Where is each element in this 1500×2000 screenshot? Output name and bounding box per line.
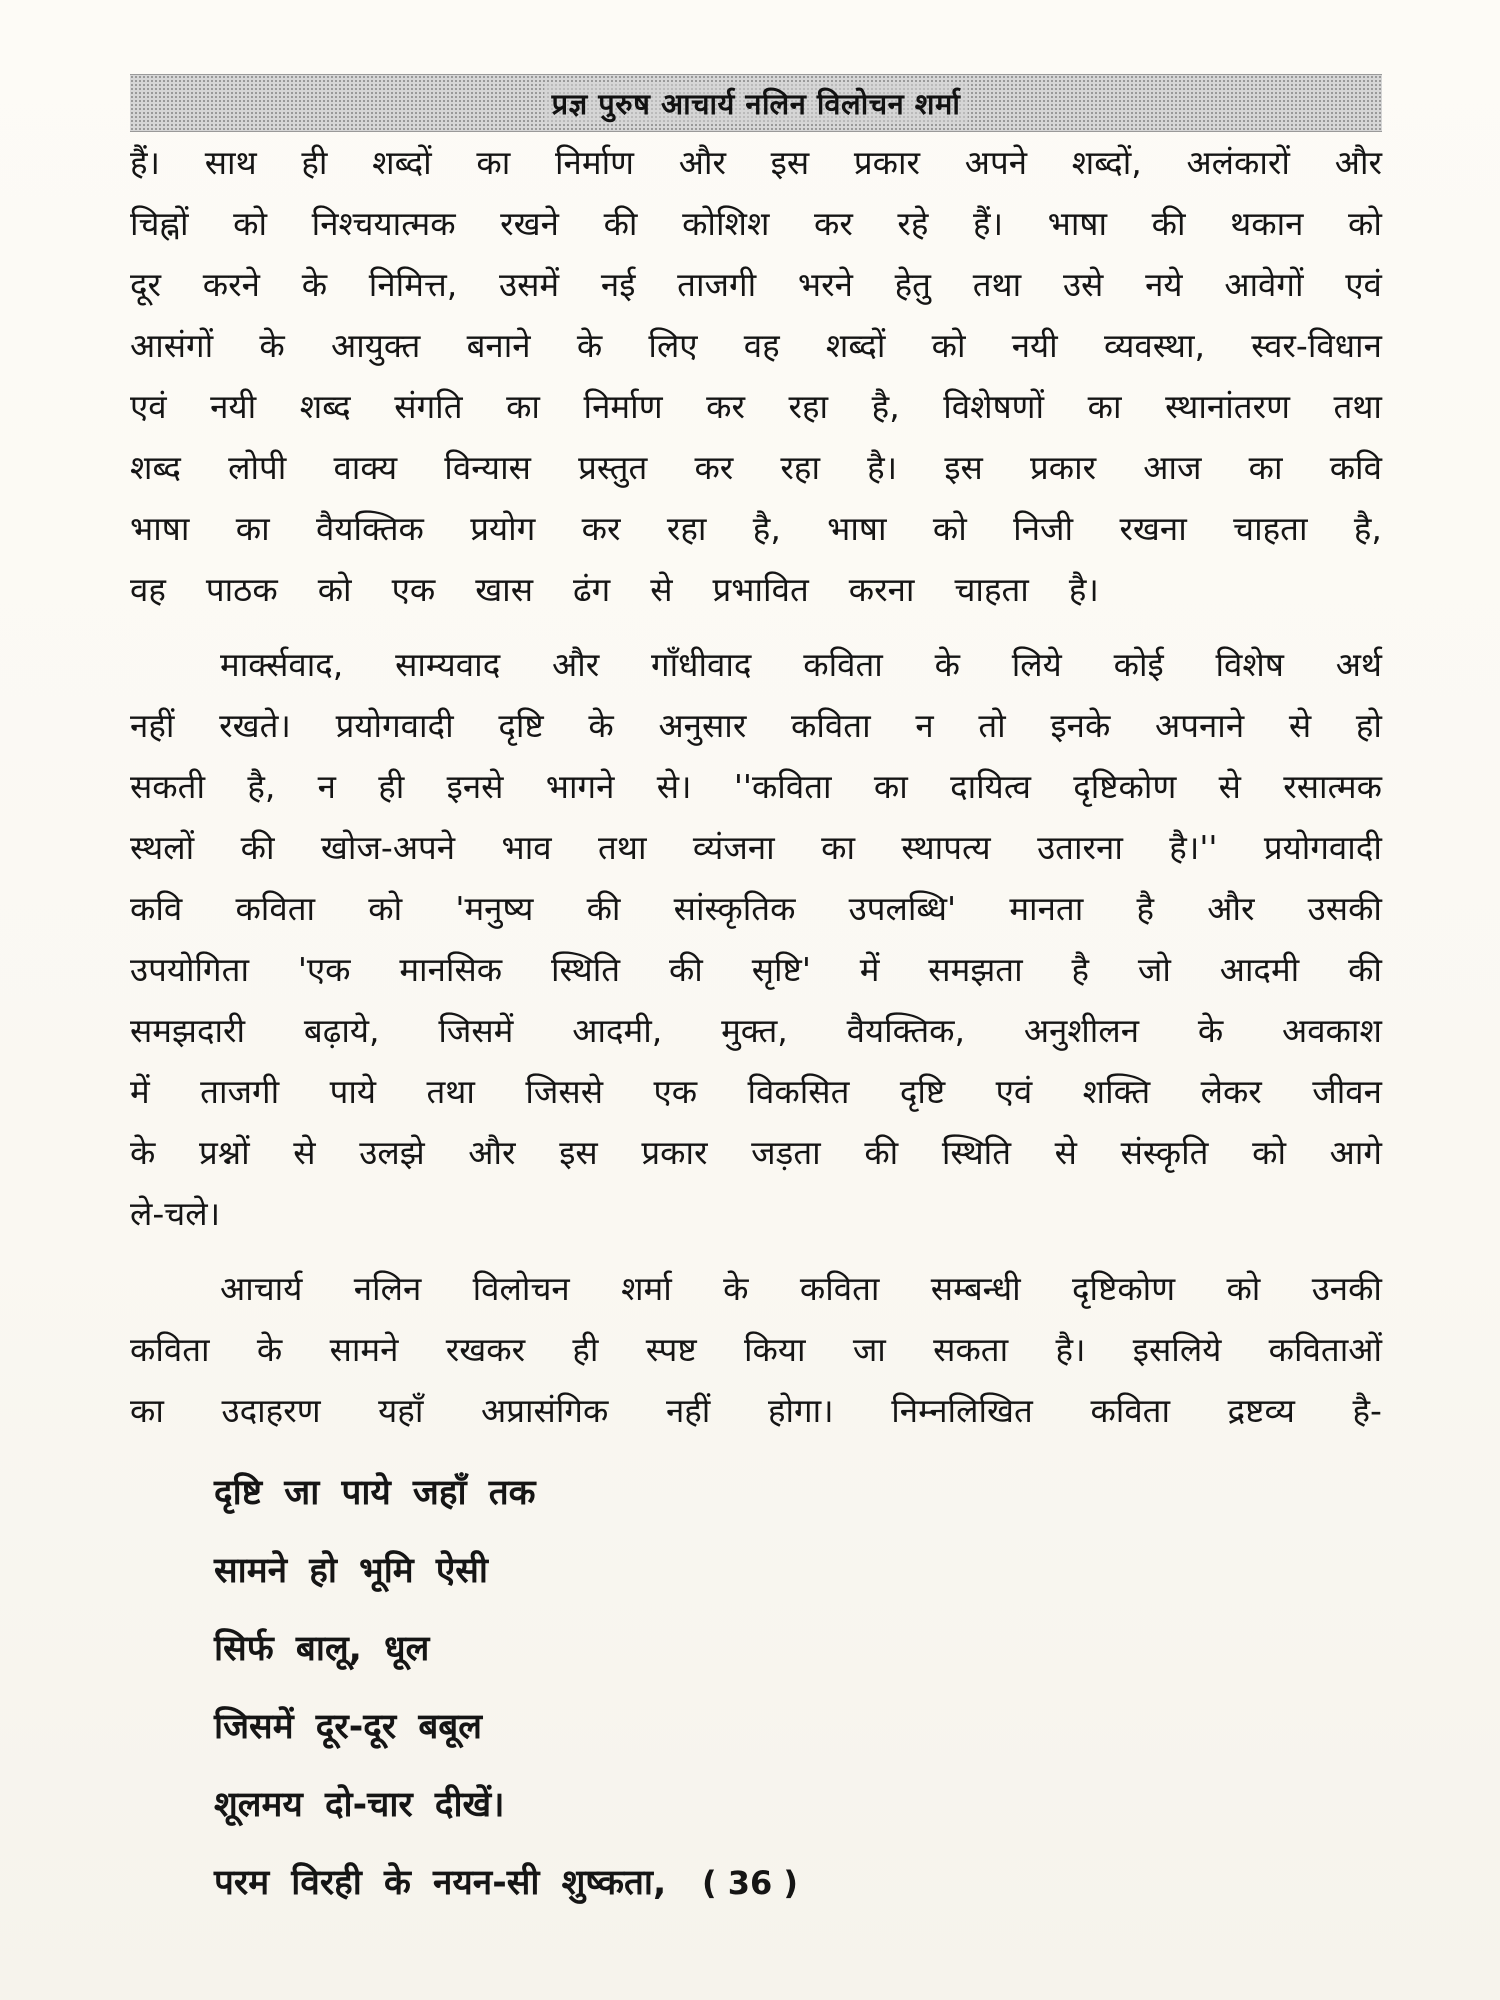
word: प्रभावित xyxy=(712,570,809,609)
word: सम्बन्धी xyxy=(930,1269,1021,1308)
word: नयी xyxy=(1011,326,1058,365)
poem-line: परम विरही के नयन-सी शुष्कता, xyxy=(214,1863,667,1903)
text-line xyxy=(130,1183,1382,1244)
word: आज xyxy=(1143,448,1202,487)
word: इसलिये xyxy=(1132,1330,1222,1369)
word: उदाहरण xyxy=(221,1391,321,1430)
word: नये xyxy=(1145,265,1183,304)
word: शब्दों xyxy=(372,143,432,182)
word: ताजगी xyxy=(200,1072,280,1111)
word: और xyxy=(468,1133,516,1172)
word: को xyxy=(1226,1269,1261,1308)
word: रसात्मक xyxy=(1283,767,1382,806)
word: पाठक xyxy=(205,570,278,609)
text-line xyxy=(130,498,1382,559)
word: इस xyxy=(770,143,810,182)
word: इनके xyxy=(1050,706,1111,745)
body-text xyxy=(130,132,1382,1441)
text-line xyxy=(130,817,1382,878)
word: एक xyxy=(653,1072,698,1111)
word: चाहता xyxy=(954,570,1029,609)
word: रखना xyxy=(1119,509,1187,548)
word: निमित्त, xyxy=(368,265,458,304)
word: एवं xyxy=(130,387,167,426)
word: की xyxy=(1348,950,1382,989)
word: प्रकार xyxy=(641,1133,708,1172)
text-line xyxy=(130,1000,1382,1061)
word: जड़ता xyxy=(751,1133,821,1172)
text-line xyxy=(130,254,1382,315)
word: कवि xyxy=(130,889,183,928)
word: शब्द xyxy=(299,387,351,426)
word: वैयक्तिक xyxy=(316,509,424,548)
word: लिये xyxy=(1011,645,1062,684)
word: यहाँ xyxy=(378,1391,424,1430)
word: नहीं xyxy=(665,1391,711,1430)
word: प्रस्तुत xyxy=(578,448,648,487)
word: जिससे xyxy=(525,1072,604,1111)
text-line xyxy=(130,132,1382,193)
word: अपने xyxy=(964,143,1028,182)
word: भाषा xyxy=(827,509,887,548)
word: अप्रासंगिक xyxy=(481,1391,609,1430)
text-line xyxy=(130,559,1382,620)
text-line xyxy=(130,695,1382,756)
word: विलोचन xyxy=(472,1269,570,1308)
word: में xyxy=(130,1072,150,1111)
word: किया xyxy=(743,1330,806,1369)
word: निर्माण xyxy=(583,387,663,426)
word: संस्कृति xyxy=(1120,1133,1209,1172)
word: जो xyxy=(1137,950,1171,989)
word: वह xyxy=(130,570,166,609)
word: के xyxy=(1197,1011,1224,1050)
word: इस xyxy=(944,448,983,487)
word: का xyxy=(235,509,270,548)
word: से xyxy=(293,1133,316,1172)
word: का xyxy=(821,828,855,867)
word: उतारना xyxy=(1037,828,1123,867)
word: इस xyxy=(559,1133,598,1172)
word: ही xyxy=(572,1330,599,1369)
word: कर xyxy=(813,204,853,243)
word: को xyxy=(368,889,403,928)
word: प्रयोगवादी xyxy=(1263,828,1382,867)
word: सामने xyxy=(329,1330,399,1369)
word: है, xyxy=(871,387,900,426)
word: ढंग xyxy=(573,570,611,609)
word: गाँधीवाद xyxy=(651,645,752,684)
word: अर्थ xyxy=(1335,645,1382,684)
word: और xyxy=(1334,143,1382,182)
word: एवं xyxy=(1345,265,1382,304)
word: है, xyxy=(1353,509,1382,548)
word: नहीं xyxy=(130,706,175,745)
word: करने xyxy=(202,265,260,304)
word: की xyxy=(668,950,703,989)
word: तथा xyxy=(598,828,647,867)
word: एक xyxy=(391,570,436,609)
word: वह xyxy=(743,326,780,365)
word: आदमी, xyxy=(572,1011,663,1050)
word: मानता xyxy=(1009,889,1084,928)
word: अलंकारों xyxy=(1186,143,1290,182)
word: कविताओं xyxy=(1268,1330,1382,1369)
word: होगा। xyxy=(767,1391,834,1430)
word: कविता xyxy=(1090,1391,1171,1430)
word: से। xyxy=(656,767,692,806)
word: के xyxy=(301,265,328,304)
word: और xyxy=(678,143,726,182)
word: जा xyxy=(852,1330,886,1369)
word: उनकी xyxy=(1311,1269,1382,1308)
word: लेकर xyxy=(1200,1072,1262,1111)
word: कविता xyxy=(803,645,883,684)
word: दृष्टिकोण xyxy=(1072,1269,1176,1308)
poem-line: सिर्फ बालू, धूल xyxy=(214,1629,430,1669)
word: से xyxy=(1054,1133,1077,1172)
word: उपयोगिता xyxy=(130,950,249,989)
word: विकसित xyxy=(747,1072,850,1111)
word: में xyxy=(859,950,880,989)
text-line xyxy=(130,1258,1382,1319)
word: की xyxy=(240,828,275,867)
word: है।'' xyxy=(1169,828,1218,867)
text-line xyxy=(130,315,1382,376)
word: है। xyxy=(1068,570,1099,609)
word: है। xyxy=(1055,1330,1086,1369)
text-line xyxy=(130,1122,1382,1183)
word: चिह्नों xyxy=(130,204,189,243)
word: शब्द xyxy=(130,448,181,487)
word: मार्क्सवाद, xyxy=(220,645,344,684)
word: और xyxy=(1207,889,1255,928)
word: हैं। xyxy=(973,204,1004,243)
poem-excerpt xyxy=(214,1454,1214,1922)
word: स्थानांतरण xyxy=(1165,387,1290,426)
word: रहा xyxy=(788,387,829,426)
word: स्थलों xyxy=(130,828,195,867)
word: रहा xyxy=(780,448,820,487)
word: कोई xyxy=(1113,645,1164,684)
word: दायित्व xyxy=(950,767,1031,806)
word: दृष्टिकोण xyxy=(1073,767,1177,806)
word: रखकर xyxy=(445,1330,526,1369)
word: की xyxy=(1151,204,1186,243)
word: प्रश्नों xyxy=(199,1133,250,1172)
word: समझता xyxy=(928,950,1023,989)
text-line xyxy=(130,1061,1382,1122)
page-number: ( 36 ) xyxy=(701,1864,799,1902)
word: एवं xyxy=(995,1072,1033,1111)
word: को xyxy=(1348,204,1382,243)
word: प्रकार xyxy=(853,143,921,182)
word: दूर xyxy=(130,265,162,304)
word: स्वर-विधान xyxy=(1251,326,1382,365)
word: उसमें xyxy=(498,265,560,304)
word: बनाने xyxy=(466,326,531,365)
word: शब्दों, xyxy=(1071,143,1142,182)
word: ले-चले। xyxy=(130,1194,221,1233)
text-line xyxy=(130,1380,1382,1441)
word: स्पष्ट xyxy=(645,1330,697,1369)
word: कोशिश xyxy=(682,204,770,243)
text-line xyxy=(130,376,1382,437)
word: को xyxy=(931,326,966,365)
word: कर xyxy=(694,448,734,487)
word: को xyxy=(932,509,967,548)
word: निजी xyxy=(1013,509,1074,548)
word: थकान xyxy=(1230,204,1304,243)
word: हैं। xyxy=(130,143,161,182)
word: का xyxy=(1248,448,1283,487)
text-line xyxy=(130,756,1382,817)
word: है, xyxy=(752,509,781,548)
word: है xyxy=(1136,889,1154,928)
word: सकता xyxy=(933,1330,1009,1369)
word: से xyxy=(1288,706,1312,745)
word: तथा xyxy=(972,265,1022,304)
word: आदमी xyxy=(1219,950,1300,989)
word: ''कविता xyxy=(733,767,832,806)
word: शक्ति xyxy=(1082,1072,1151,1111)
word: से xyxy=(650,570,673,609)
word: इनसे xyxy=(446,767,504,806)
word: प्रयोगवादी xyxy=(335,706,454,745)
word: आचार्य xyxy=(220,1269,303,1308)
word: उपलब्धि' xyxy=(848,889,957,928)
word: है- xyxy=(1352,1391,1382,1430)
word: नयी xyxy=(210,387,257,426)
word: ताजगी xyxy=(677,265,757,304)
running-header-title: प्रज्ञ पुरुष आचार्य नलिन विलोचन शर्मा xyxy=(544,84,969,123)
word: का xyxy=(873,767,908,806)
word: के xyxy=(256,1330,283,1369)
word: की xyxy=(864,1133,899,1172)
poem-line: जिसमें दूर-दूर बबूल xyxy=(214,1707,483,1747)
word: निर्माण xyxy=(554,143,634,182)
word: भाषा xyxy=(130,509,190,548)
word: न xyxy=(915,706,934,745)
word: अनुशीलन xyxy=(1023,1011,1140,1050)
running-header xyxy=(130,74,1382,132)
word: न xyxy=(317,767,336,806)
word: आगे xyxy=(1329,1133,1382,1172)
word: के xyxy=(723,1269,749,1308)
word: व्यवस्था, xyxy=(1103,326,1206,365)
word: लोपी xyxy=(228,448,287,487)
word: का xyxy=(476,143,511,182)
word: स्थिति xyxy=(550,950,621,989)
word: रखते। xyxy=(219,706,291,745)
word: कविता xyxy=(235,889,316,928)
word: कविता xyxy=(791,706,871,745)
word: तो xyxy=(978,706,1006,745)
word: को xyxy=(1252,1133,1287,1172)
word: साथ xyxy=(204,143,257,182)
word: निम्नलिखित xyxy=(891,1391,1033,1430)
word: दृष्टि xyxy=(899,1072,946,1111)
word: है xyxy=(1071,950,1089,989)
word: रहे xyxy=(897,204,929,243)
word: निश्चयात्मक xyxy=(311,204,456,243)
word: व्यंजना xyxy=(692,828,775,867)
word: वैयक्तिक, xyxy=(846,1011,965,1050)
word: रहा xyxy=(666,509,707,548)
text-line xyxy=(130,1319,1382,1380)
word: बढ़ाये, xyxy=(303,1011,380,1050)
word: की xyxy=(586,889,621,928)
word: उलझे xyxy=(359,1133,425,1172)
word: के xyxy=(588,706,614,745)
word: 'मनुष्य xyxy=(455,889,534,928)
word: कविता xyxy=(799,1269,880,1308)
word: सृष्टि' xyxy=(751,950,811,989)
word: सकती xyxy=(130,767,206,806)
word: और xyxy=(552,645,600,684)
word: उसे xyxy=(1062,265,1104,304)
word: स्थापत्य xyxy=(901,828,991,867)
word: प्रकार xyxy=(1029,448,1097,487)
word: विशेष xyxy=(1215,645,1284,684)
word: कविता xyxy=(130,1330,210,1369)
word: अवकाश xyxy=(1282,1011,1382,1050)
word: कर xyxy=(706,387,745,426)
word: जिसमें xyxy=(438,1011,514,1050)
word: अनुसार xyxy=(658,706,747,745)
word: वाक्य xyxy=(333,448,398,487)
word: भागने xyxy=(545,767,615,806)
word: खास xyxy=(475,570,534,609)
word: समझदारी xyxy=(130,1011,246,1050)
word: उसकी xyxy=(1307,889,1382,928)
poem-line: शूलमय दो-चार दीखें। xyxy=(214,1785,505,1825)
poem-line: सामने हो भूमि ऐसी xyxy=(214,1551,488,1591)
word: का xyxy=(1087,387,1122,426)
text-line xyxy=(130,437,1382,498)
word: 'एक xyxy=(297,950,351,989)
poem-line: दृष्टि जा पाये जहाँ तक xyxy=(214,1473,536,1513)
text-line xyxy=(130,878,1382,939)
word: ही xyxy=(378,767,405,806)
word: द्रष्टव्य xyxy=(1227,1391,1295,1430)
word: आवेगों xyxy=(1224,265,1304,304)
text-line xyxy=(130,634,1382,695)
word: को xyxy=(317,570,352,609)
word: अपनाने xyxy=(1155,706,1245,745)
word: के xyxy=(934,645,960,684)
word: की xyxy=(603,204,638,243)
word: नलिन xyxy=(353,1269,422,1308)
word: कवि xyxy=(1329,448,1382,487)
word: लिए xyxy=(648,326,698,365)
word: शब्दों xyxy=(825,326,886,365)
word: के xyxy=(259,326,285,365)
word: आयुक्त xyxy=(330,326,421,365)
word: मुक्त, xyxy=(721,1011,788,1050)
word: से xyxy=(1218,767,1241,806)
word: रखने xyxy=(500,204,559,243)
word: है, xyxy=(247,767,276,806)
text-line xyxy=(130,939,1382,1000)
word: हो xyxy=(1355,706,1382,745)
word: संगति xyxy=(394,387,463,426)
word: करना xyxy=(848,570,915,609)
word: विशेषणों xyxy=(943,387,1045,426)
word: कर xyxy=(581,509,621,548)
word: चाहता xyxy=(1233,509,1308,548)
word: है। xyxy=(867,448,898,487)
word: के xyxy=(576,326,603,365)
word: साम्यवाद xyxy=(395,645,501,684)
word: भाषा xyxy=(1047,204,1108,243)
word: तथा xyxy=(1333,387,1382,426)
word: आसंगों xyxy=(130,326,214,365)
word: शर्मा xyxy=(621,1269,672,1308)
word: मानसिक xyxy=(399,950,503,989)
word: ही xyxy=(301,143,328,182)
word: प्रयोग xyxy=(470,509,536,548)
word: भरने xyxy=(797,265,853,304)
word: विन्यास xyxy=(444,448,531,487)
word: भाव xyxy=(501,828,552,867)
word: नई xyxy=(600,265,636,304)
word: का xyxy=(506,387,540,426)
word: दृष्टि xyxy=(498,706,544,745)
word: पाये xyxy=(329,1072,377,1111)
word: को xyxy=(233,204,268,243)
word: के xyxy=(130,1133,156,1172)
text-line xyxy=(130,193,1382,254)
word: हेतु xyxy=(894,265,931,304)
word: जीवन xyxy=(1312,1072,1382,1111)
word: स्थिति xyxy=(941,1133,1012,1172)
word: सांस्कृतिक xyxy=(673,889,796,928)
word: खोज-अपने xyxy=(320,828,456,867)
word: तथा xyxy=(426,1072,475,1111)
word: का xyxy=(130,1391,164,1430)
